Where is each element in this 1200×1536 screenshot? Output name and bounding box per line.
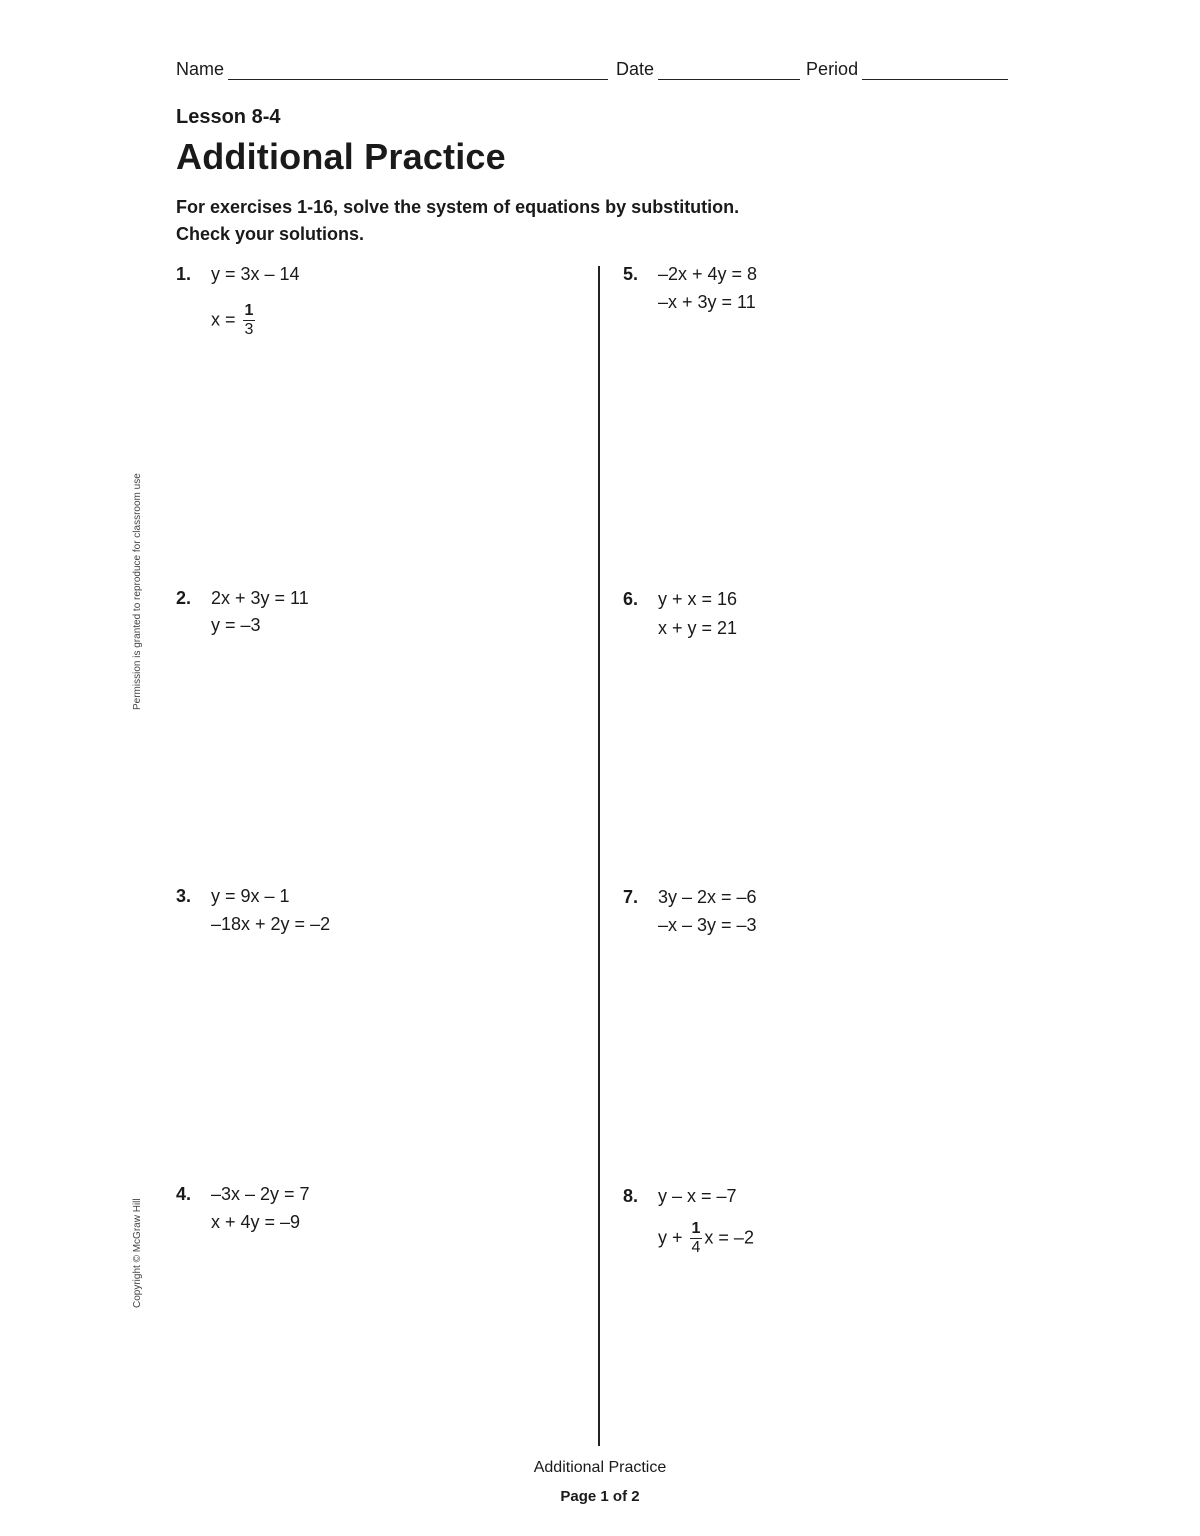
page-number: Page 1 of 2 bbox=[560, 1488, 640, 1505]
permission-note: Permission is granted to reproduce for classroom use bbox=[132, 473, 143, 710]
column-divider bbox=[598, 266, 600, 1446]
instructions bbox=[176, 194, 739, 248]
problem-number: 2. bbox=[176, 588, 192, 608]
equation-2: y = –3 bbox=[211, 615, 261, 635]
fraction-numerator: 1 bbox=[691, 1220, 701, 1237]
equation-1: 2x + 3y = 11 bbox=[211, 588, 309, 608]
date-label: Date bbox=[616, 59, 655, 79]
problem-number: 3. bbox=[176, 886, 192, 906]
date-field[interactable] bbox=[658, 59, 800, 80]
equation-2: –x + 3y = 11 bbox=[658, 292, 756, 312]
header-row bbox=[176, 52, 1024, 80]
problem-number: 1. bbox=[176, 264, 192, 284]
equation-2-prefix: x = bbox=[211, 309, 241, 330]
lesson-label: Lesson 8-4 bbox=[176, 106, 281, 128]
name-label: Name bbox=[176, 59, 225, 79]
equation-2 bbox=[658, 1220, 754, 1257]
fraction bbox=[243, 302, 256, 339]
footer-title: Additional Practice bbox=[533, 1459, 667, 1476]
equation-2: –x – 3y = –3 bbox=[658, 915, 757, 935]
equation-1: y = 9x – 1 bbox=[211, 886, 290, 906]
problem-number: 6. bbox=[623, 589, 639, 609]
instructions-line-1: For exercises 1-16, solve the system of equations by substitution. bbox=[176, 197, 740, 217]
equation-2: –18x + 2y = –2 bbox=[211, 914, 331, 934]
problem-number: 5. bbox=[623, 264, 639, 284]
period-label: Period bbox=[806, 59, 859, 79]
equation-2: x + y = 21 bbox=[658, 618, 738, 638]
equation-1: y + x = 16 bbox=[658, 589, 738, 609]
page-title: Additional Practice bbox=[176, 136, 506, 177]
name-field[interactable] bbox=[228, 59, 608, 80]
fraction-denominator: 3 bbox=[244, 321, 254, 338]
problem-number: 8. bbox=[623, 1186, 639, 1206]
equation-2-prefix: y + bbox=[658, 1227, 688, 1248]
equation-1: y – x = –7 bbox=[658, 1186, 737, 1206]
fraction-denominator: 4 bbox=[691, 1239, 701, 1256]
equation-2 bbox=[211, 302, 257, 339]
copyright-note: Copyright © McGraw Hill bbox=[132, 1198, 143, 1308]
fraction bbox=[690, 1220, 703, 1257]
problem-number: 7. bbox=[623, 887, 639, 907]
equation-1: –3x – 2y = 7 bbox=[211, 1184, 310, 1204]
fraction-numerator: 1 bbox=[244, 302, 254, 319]
instructions-line-2: Check your solutions. bbox=[176, 224, 365, 244]
equation-1: 3y – 2x = –6 bbox=[658, 887, 757, 907]
equation-1: y = 3x – 14 bbox=[211, 264, 300, 284]
equation-2-suffix: x = –2 bbox=[704, 1227, 754, 1248]
period-field[interactable] bbox=[862, 59, 1008, 80]
equation-2: x + 4y = –9 bbox=[211, 1212, 301, 1232]
equation-1: –2x + 4y = 8 bbox=[658, 264, 758, 284]
problem-number: 4. bbox=[176, 1184, 192, 1204]
